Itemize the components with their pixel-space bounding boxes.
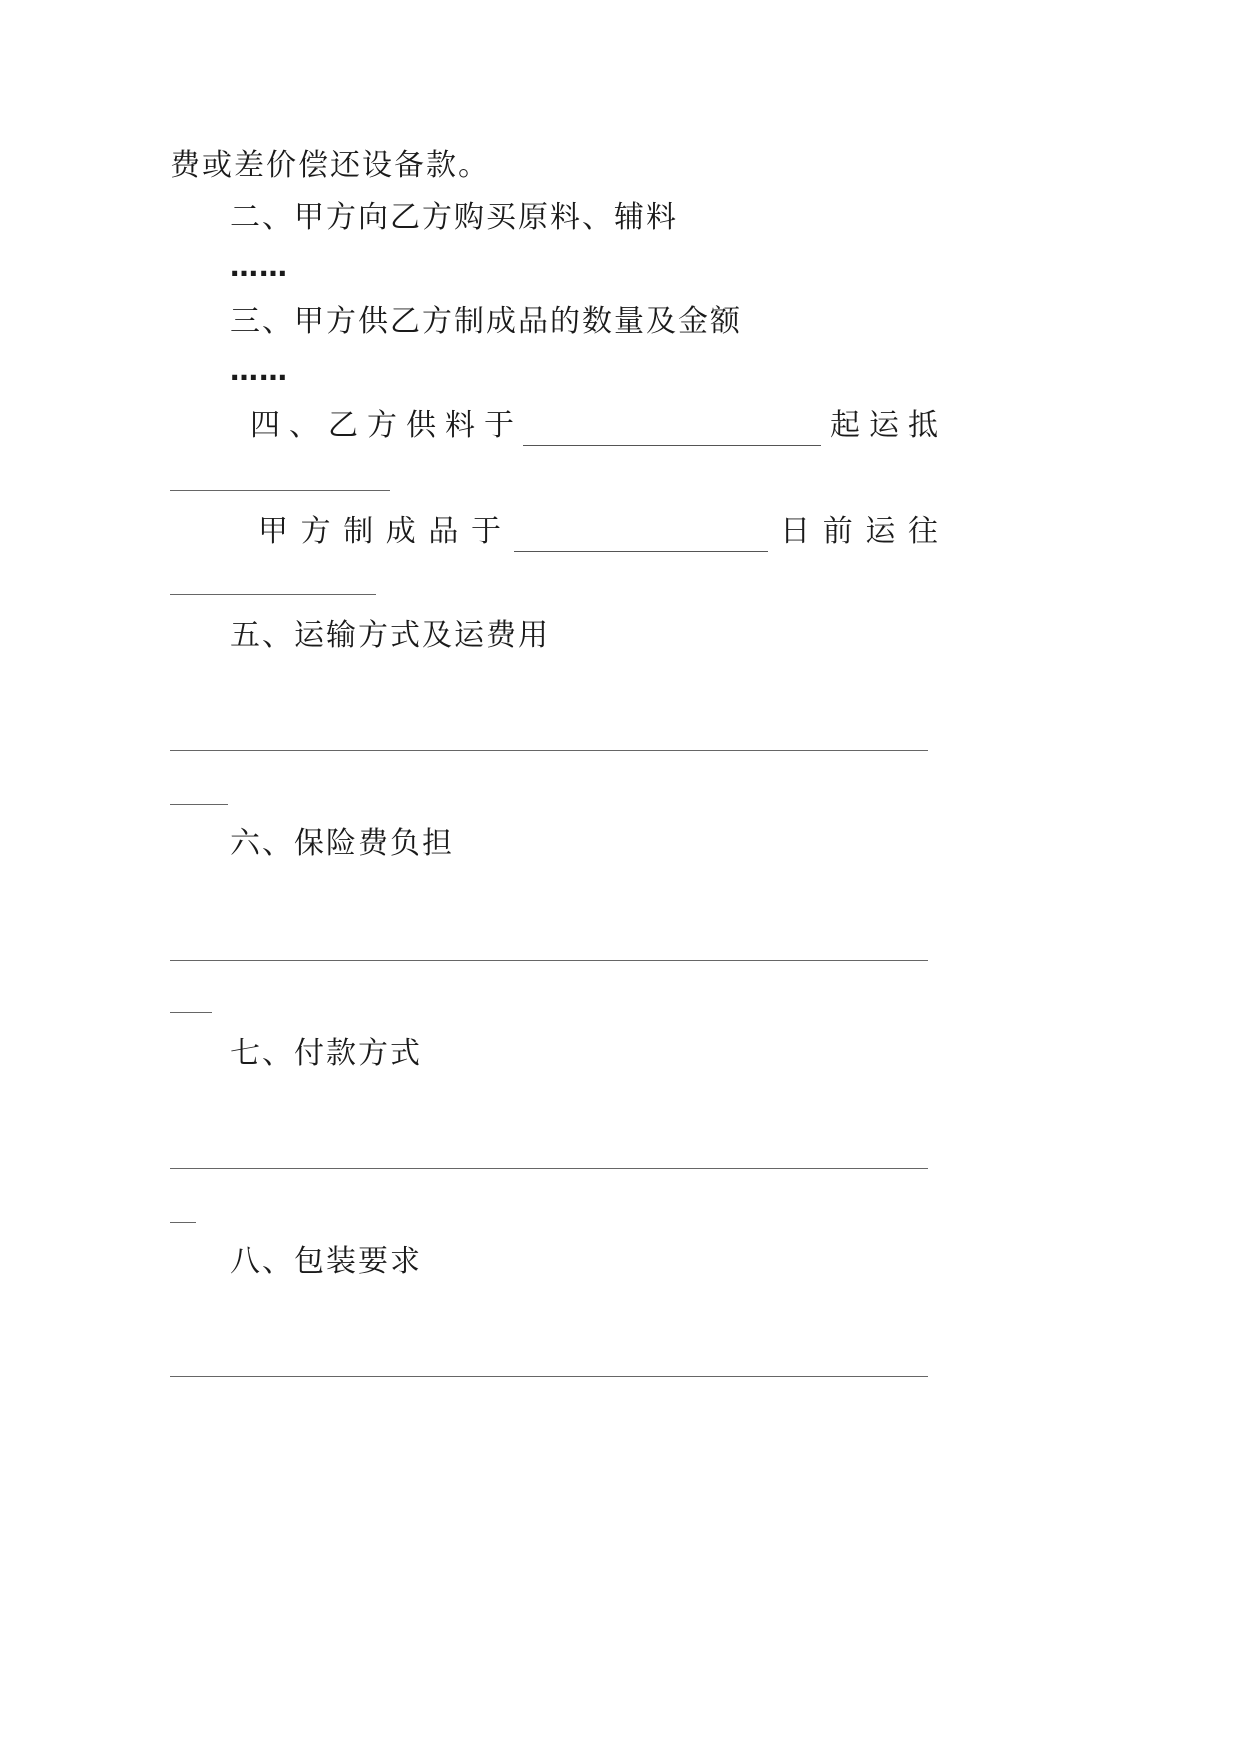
fill-in-blank[interactable] [170, 1222, 196, 1223]
fill-in-blank[interactable] [170, 750, 928, 751]
section-4-char: 方 [367, 408, 397, 443]
section-4b-char: 前 [822, 514, 853, 549]
section-2-heading: 二、甲方向乙方购买原料、辅料 [230, 200, 678, 235]
section-8-heading: 八、包装要求 [230, 1244, 422, 1279]
section-4-char: 运 [869, 408, 899, 443]
section-4-char: 起 [830, 408, 860, 443]
section-4b-char: 甲 [258, 514, 288, 549]
section-4-char: 于 [484, 408, 514, 443]
fill-in-blank[interactable] [170, 490, 390, 491]
section-4b-char: 方 [300, 514, 331, 549]
section-4b-char: 往 [907, 514, 938, 549]
fill-in-blank[interactable] [523, 423, 821, 446]
section-4-char: 四 [250, 408, 280, 443]
section-4b-char: 成 [385, 514, 416, 549]
section-4-char: 供 [406, 408, 436, 443]
ellipsis-2: …… [230, 354, 288, 387]
section-4b-char: 运 [865, 514, 896, 549]
section-4-char: 料 [445, 408, 475, 443]
section-3-heading: 三、甲方供乙方制成品的数量及金额 [230, 304, 742, 339]
section-4-line [250, 406, 938, 446]
fill-in-blank[interactable] [170, 804, 228, 805]
fill-in-blank[interactable] [170, 960, 928, 961]
fill-in-blank[interactable] [170, 1012, 212, 1013]
section-4b-char: 日 [780, 514, 811, 549]
section-6-heading: 六、保险费负担 [230, 826, 454, 861]
section-4-char: 乙 [328, 408, 358, 443]
section-4b-char: 于 [470, 514, 501, 549]
section-4-char: 抵 [908, 408, 938, 443]
ellipsis-1: …… [230, 250, 288, 283]
fill-in-blank[interactable] [170, 594, 376, 595]
section-4b-line [258, 512, 938, 552]
section-5-heading: 五、运输方式及运费用 [230, 618, 550, 653]
section-4b-char: 制 [343, 514, 374, 549]
fill-in-blank[interactable] [170, 1376, 928, 1377]
section-4-char: 、 [289, 408, 319, 443]
fill-in-blank[interactable] [514, 529, 768, 552]
section-7-heading: 七、付款方式 [230, 1036, 422, 1071]
fill-in-blank[interactable] [170, 1168, 928, 1169]
section-4b-char: 品 [428, 514, 459, 549]
paragraph-continuation: 费或差价偿还设备款。 [170, 148, 490, 183]
